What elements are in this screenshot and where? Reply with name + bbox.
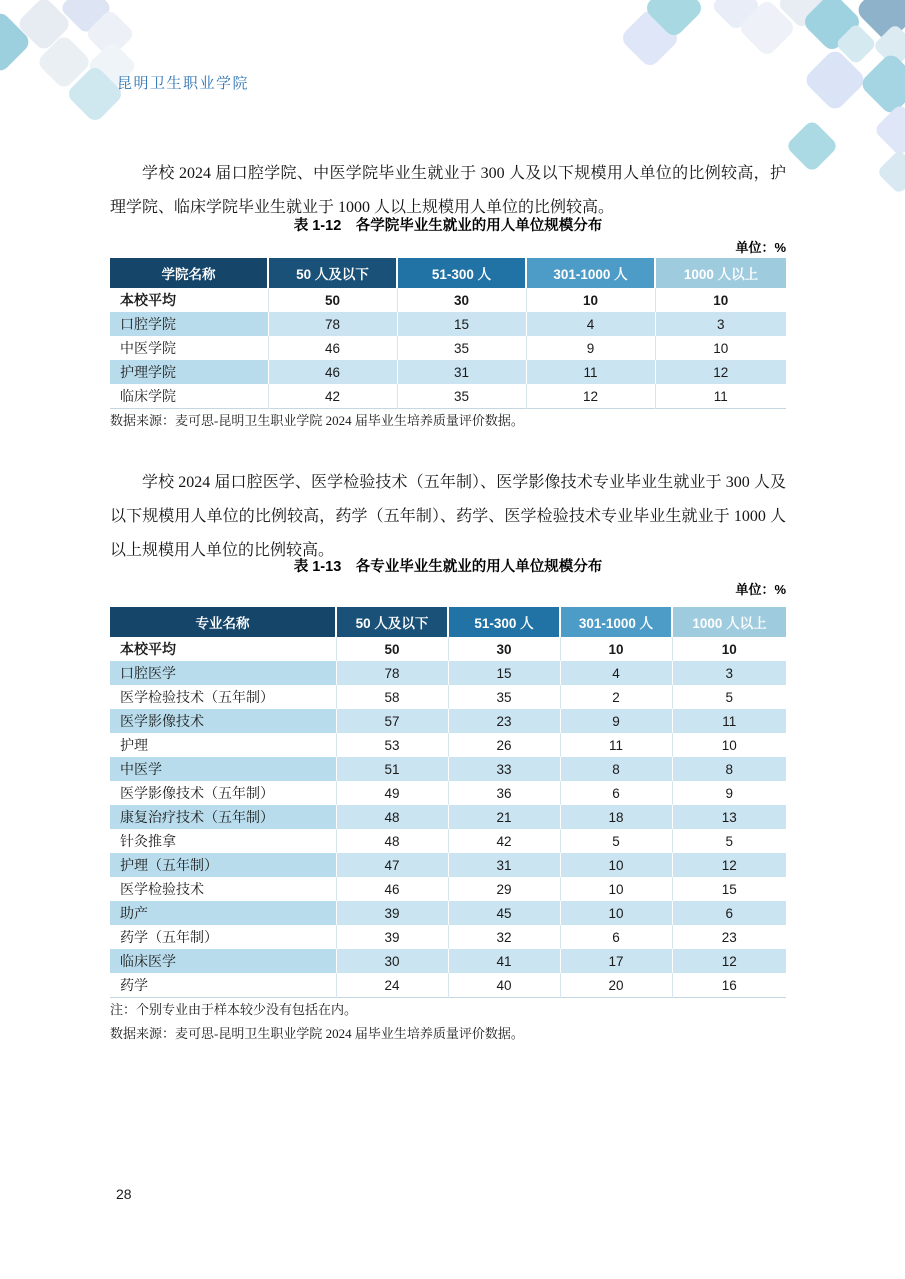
cell-value: 58 bbox=[336, 685, 448, 709]
column-header: 学院名称 bbox=[110, 258, 268, 288]
table-row bbox=[110, 829, 786, 853]
school-name-header: 昆明卫生职业学院 bbox=[117, 76, 250, 92]
cell-value: 10 bbox=[560, 853, 672, 877]
row-label: 医学检验技术（五年制） bbox=[110, 685, 336, 709]
table-row bbox=[110, 637, 786, 661]
table-1-13-unit-label: 单位：% bbox=[735, 582, 786, 597]
column-header: 301-1000 人 bbox=[560, 607, 672, 637]
cell-value: 17 bbox=[560, 949, 672, 973]
cell-value: 46 bbox=[268, 360, 397, 384]
row-label: 本校平均 bbox=[110, 637, 336, 661]
cell-value: 10 bbox=[560, 877, 672, 901]
cell-value: 35 bbox=[397, 336, 526, 360]
cell-value: 2 bbox=[560, 685, 672, 709]
cell-value: 3 bbox=[672, 661, 786, 685]
table-1-13-caption: 表 1-13 各专业毕业生就业的用人单位规模分布 bbox=[293, 559, 603, 575]
cell-value: 12 bbox=[526, 384, 655, 409]
cell-value: 39 bbox=[336, 925, 448, 949]
cell-value: 6 bbox=[560, 781, 672, 805]
cell-value: 78 bbox=[336, 661, 448, 685]
cell-value: 31 bbox=[448, 853, 560, 877]
table-row bbox=[110, 384, 786, 409]
cell-value: 30 bbox=[336, 949, 448, 973]
cell-value: 8 bbox=[560, 757, 672, 781]
cell-value: 15 bbox=[397, 312, 526, 336]
cell-value: 40 bbox=[448, 973, 560, 998]
cell-value: 10 bbox=[560, 637, 672, 661]
cell-value: 6 bbox=[560, 925, 672, 949]
cell-value: 33 bbox=[448, 757, 560, 781]
table-row bbox=[110, 925, 786, 949]
cell-value: 24 bbox=[336, 973, 448, 998]
cell-value: 39 bbox=[336, 901, 448, 925]
row-label: 口腔医学 bbox=[110, 661, 336, 685]
cell-value: 35 bbox=[397, 384, 526, 409]
cell-value: 50 bbox=[336, 637, 448, 661]
cell-value: 16 bbox=[672, 973, 786, 998]
cell-value: 23 bbox=[672, 925, 786, 949]
table-row bbox=[110, 805, 786, 829]
page-number: 28 bbox=[116, 1186, 132, 1202]
cell-value: 10 bbox=[655, 336, 786, 360]
row-label: 临床医学 bbox=[110, 949, 336, 973]
row-label: 护理（五年制） bbox=[110, 853, 336, 877]
cell-value: 11 bbox=[672, 709, 786, 733]
table-row bbox=[110, 661, 786, 685]
cell-value: 30 bbox=[397, 288, 526, 312]
cell-value: 48 bbox=[336, 805, 448, 829]
cell-value: 26 bbox=[448, 733, 560, 757]
table-row bbox=[110, 733, 786, 757]
cell-value: 36 bbox=[448, 781, 560, 805]
column-header: 50 人及以下 bbox=[336, 607, 448, 637]
table-row bbox=[110, 360, 786, 384]
table-row bbox=[110, 781, 786, 805]
cell-value: 9 bbox=[560, 709, 672, 733]
cell-value: 8 bbox=[672, 757, 786, 781]
cell-value: 11 bbox=[526, 360, 655, 384]
cell-value: 51 bbox=[336, 757, 448, 781]
table-major-employer-scale bbox=[110, 607, 786, 998]
cell-value: 42 bbox=[448, 829, 560, 853]
cell-value: 45 bbox=[448, 901, 560, 925]
cell-value: 15 bbox=[448, 661, 560, 685]
cell-value: 47 bbox=[336, 853, 448, 877]
cell-value: 10 bbox=[672, 637, 786, 661]
table-1-12-source-note: 数据来源：麦可思-昆明卫生职业学院 2024 届毕业生培养质量评价数据。 bbox=[110, 413, 524, 428]
table-header-row bbox=[110, 258, 786, 288]
cell-value: 46 bbox=[336, 877, 448, 901]
cell-value: 15 bbox=[672, 877, 786, 901]
paragraph-colleges: 学校 2024 届口腔学院、中医学院毕业生就业于 300 人及以下规模用人单位的比例较高，护理学院、临床学院毕业生就业于 1000 人以上规模用人单位的比例较高。 bbox=[110, 165, 786, 216]
row-label: 药学（五年制） bbox=[110, 925, 336, 949]
table-1-12-unit-label: 单位：% bbox=[735, 240, 786, 255]
column-header: 51-300 人 bbox=[448, 607, 560, 637]
cell-value: 3 bbox=[655, 312, 786, 336]
cell-value: 12 bbox=[672, 853, 786, 877]
cell-value: 12 bbox=[655, 360, 786, 384]
cell-value: 11 bbox=[560, 733, 672, 757]
cell-value: 35 bbox=[448, 685, 560, 709]
row-label: 中医学院 bbox=[110, 336, 268, 360]
row-label: 口腔学院 bbox=[110, 312, 268, 336]
row-label: 针灸推拿 bbox=[110, 829, 336, 853]
row-label: 护理学院 bbox=[110, 360, 268, 384]
column-header: 1000 人以上 bbox=[655, 258, 786, 288]
table-1-12-caption: 表 1-12 各学院毕业生就业的用人单位规模分布 bbox=[293, 218, 603, 234]
cell-value: 32 bbox=[448, 925, 560, 949]
cell-value: 13 bbox=[672, 805, 786, 829]
cell-value: 9 bbox=[526, 336, 655, 360]
cell-value: 4 bbox=[526, 312, 655, 336]
decor-diamond bbox=[785, 119, 839, 173]
table-row bbox=[110, 709, 786, 733]
row-label: 医学影像技术 bbox=[110, 709, 336, 733]
table-row bbox=[110, 757, 786, 781]
table-row bbox=[110, 312, 786, 336]
row-label: 药学 bbox=[110, 973, 336, 998]
cell-value: 12 bbox=[672, 949, 786, 973]
table-row bbox=[110, 853, 786, 877]
cell-value: 10 bbox=[672, 733, 786, 757]
column-header: 301-1000 人 bbox=[526, 258, 655, 288]
row-label: 助产 bbox=[110, 901, 336, 925]
column-header: 专业名称 bbox=[110, 607, 336, 637]
table-row bbox=[110, 877, 786, 901]
cell-value: 5 bbox=[560, 829, 672, 853]
table-1-13-footnote: 注：个别专业由于样本较少没有包括在内。 bbox=[110, 1002, 358, 1017]
table-row bbox=[110, 336, 786, 360]
table-row bbox=[110, 973, 786, 998]
column-header: 51-300 人 bbox=[397, 258, 526, 288]
cell-value: 10 bbox=[655, 288, 786, 312]
cell-value: 4 bbox=[560, 661, 672, 685]
cell-value: 9 bbox=[672, 781, 786, 805]
cell-value: 20 bbox=[560, 973, 672, 998]
cell-value: 31 bbox=[397, 360, 526, 384]
table-row bbox=[110, 949, 786, 973]
cell-value: 6 bbox=[672, 901, 786, 925]
cell-value: 11 bbox=[655, 384, 786, 409]
cell-value: 53 bbox=[336, 733, 448, 757]
table-college-employer-scale bbox=[110, 258, 786, 409]
row-label: 医学检验技术 bbox=[110, 877, 336, 901]
cell-value: 10 bbox=[560, 901, 672, 925]
cell-value: 5 bbox=[672, 685, 786, 709]
cell-value: 29 bbox=[448, 877, 560, 901]
column-header: 1000 人以上 bbox=[672, 607, 786, 637]
table-header-row bbox=[110, 607, 786, 637]
row-label: 康复治疗技术（五年制） bbox=[110, 805, 336, 829]
row-label: 本校平均 bbox=[110, 288, 268, 312]
decor-diamond bbox=[876, 149, 905, 194]
column-header: 50 人及以下 bbox=[268, 258, 397, 288]
cell-value: 21 bbox=[448, 805, 560, 829]
cell-value: 23 bbox=[448, 709, 560, 733]
table-row bbox=[110, 901, 786, 925]
cell-value: 5 bbox=[672, 829, 786, 853]
row-label: 护理 bbox=[110, 733, 336, 757]
cell-value: 50 bbox=[268, 288, 397, 312]
cell-value: 10 bbox=[526, 288, 655, 312]
row-label: 临床学院 bbox=[110, 384, 268, 409]
table-row bbox=[110, 685, 786, 709]
cell-value: 46 bbox=[268, 336, 397, 360]
cell-value: 42 bbox=[268, 384, 397, 409]
cell-value: 48 bbox=[336, 829, 448, 853]
cell-value: 49 bbox=[336, 781, 448, 805]
paragraph-majors: 学校 2024 届口腔医学、医学检验技术（五年制）、医学影像技术专业毕业生就业于 300 人及以下规模用人单位的比例较高，药学（五年制）、药学、医学检验技术专业毕业生就业于 1000 人以上规模用人单位的比例较高。 bbox=[110, 474, 786, 559]
cell-value: 57 bbox=[336, 709, 448, 733]
table-row bbox=[110, 288, 786, 312]
row-label: 医学影像技术（五年制） bbox=[110, 781, 336, 805]
cell-value: 30 bbox=[448, 637, 560, 661]
cell-value: 41 bbox=[448, 949, 560, 973]
row-label: 中医学 bbox=[110, 757, 336, 781]
cell-value: 18 bbox=[560, 805, 672, 829]
cell-value: 78 bbox=[268, 312, 397, 336]
table-1-13-source-note: 数据来源：麦可思-昆明卫生职业学院 2024 届毕业生培养质量评价数据。 bbox=[110, 1026, 524, 1041]
